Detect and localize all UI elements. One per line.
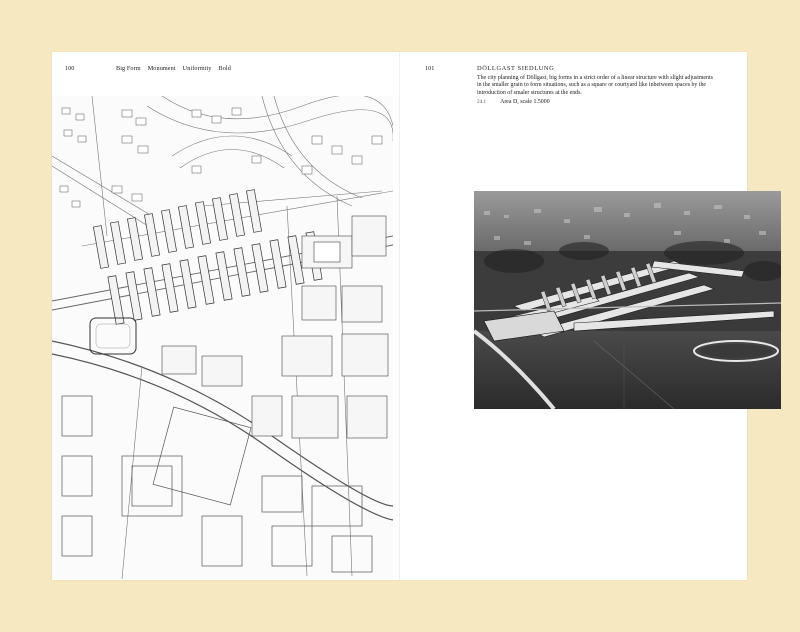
keyword-tags: [116, 65, 231, 72]
tag-big-form: Big Form: [116, 65, 141, 72]
aerial-photo-image: [474, 191, 781, 409]
tag-monument: Monument: [147, 65, 176, 72]
figure-caption: [477, 99, 717, 105]
figure-number: 24.1: [477, 99, 487, 106]
page-number-left: 100: [65, 65, 75, 72]
book-spread: [52, 52, 747, 580]
left-page: [52, 52, 399, 580]
article-description: The city planning of Döllgast, big forms in a strict order of a linear structure with slight adjustments in the smaller grain to form situations, such as a square or courtyard like inbetween spaces by the introduction of smaler structures at the ends.: [477, 75, 713, 96]
aerial-photo: [474, 191, 781, 409]
article-title: DÖLLGAST SIEDLUNG: [477, 65, 555, 72]
page-number-right: 101: [425, 65, 435, 72]
caption-text: Area D, scale 1.5000: [500, 99, 550, 106]
site-plan-map: [52, 96, 393, 579]
right-page: [399, 52, 747, 580]
article-text-block: [477, 65, 717, 105]
tag-uniformity: Uniformity: [182, 65, 212, 72]
site-plan-drawing: [52, 96, 393, 579]
tag-bold: Bold: [218, 65, 231, 72]
